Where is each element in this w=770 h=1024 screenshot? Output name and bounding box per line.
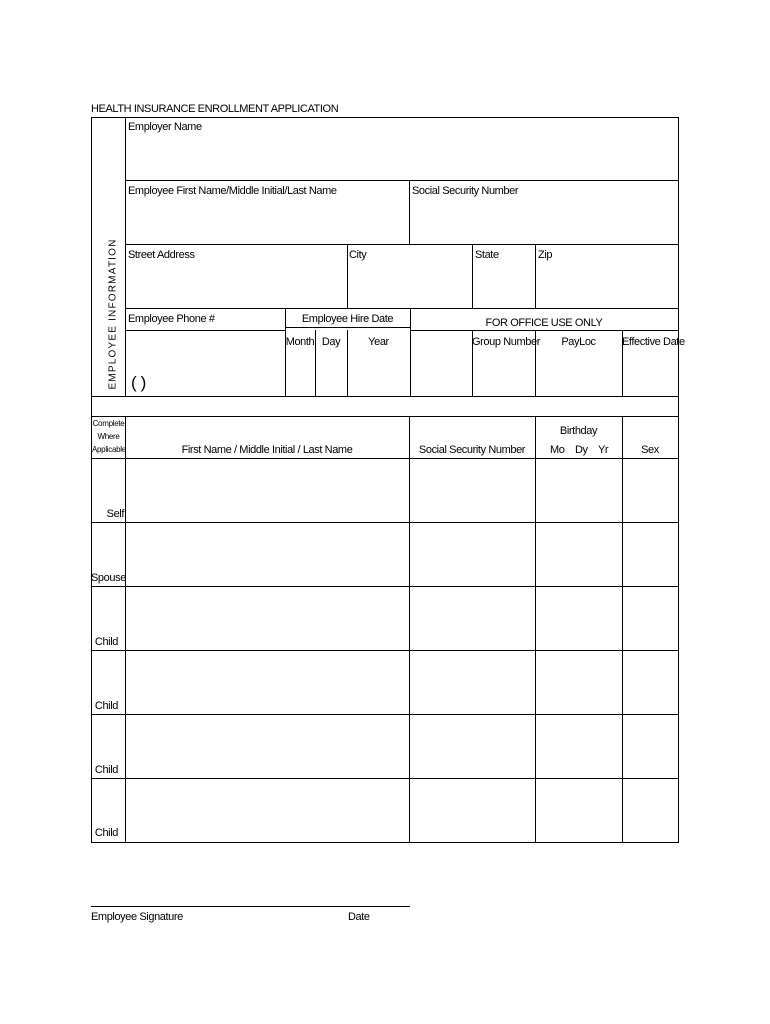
employee-ssn-field[interactable] — [410, 181, 678, 244]
office-header-line — [410, 330, 678, 331]
complete-label: Complete — [92, 419, 125, 428]
hire-header-line — [285, 327, 410, 328]
row-line-gap — [91, 416, 679, 417]
section-left-border — [91, 117, 92, 416]
birthday-yr-label: Yr — [598, 444, 609, 456]
child-2-name-field[interactable] — [126, 651, 409, 714]
birthday-header: Birthday — [559, 425, 598, 437]
self-name-field[interactable] — [126, 459, 409, 522]
signature-line — [91, 906, 410, 907]
date-label: Date — [348, 911, 370, 923]
row-line-section-bottom — [91, 396, 679, 397]
hire-date-label: Employee Hire Date — [301, 313, 394, 325]
birthday-mo-label: Mo — [550, 444, 565, 456]
employer-name-field[interactable] — [126, 118, 678, 180]
zip-field[interactable] — [536, 245, 678, 308]
phone-area-code-parens: ( ) — [131, 373, 146, 392]
applicable-label: Applicable — [92, 445, 126, 454]
section-right-border — [678, 117, 679, 416]
street-label: Street Address — [128, 249, 195, 261]
row-line-address — [125, 308, 679, 309]
city-field[interactable] — [348, 245, 472, 308]
self-birthday-field[interactable] — [536, 459, 622, 522]
row-label-child-3: Child — [94, 764, 118, 776]
row-label-child-1: Child — [94, 636, 118, 648]
employee-name-label: Employee First Name/Middle Initial/Last Name — [128, 185, 337, 197]
employer-name-label: Employer Name — [128, 121, 202, 133]
spouse-name-field[interactable] — [126, 523, 409, 586]
self-ssn-field[interactable] — [410, 459, 535, 522]
sex-header: Sex — [641, 444, 659, 456]
office-use-label: FOR OFFICE USE ONLY — [485, 317, 603, 329]
hire-month-field[interactable] — [286, 349, 315, 396]
self-sex-field[interactable] — [623, 459, 678, 522]
hire-day-field[interactable] — [316, 349, 347, 396]
city-label: City — [349, 249, 367, 261]
day-label: Day — [321, 336, 341, 348]
group-number-label: Group Number — [472, 336, 540, 348]
birthday-dy-label: Dy — [575, 444, 588, 456]
dep-line-bottom — [91, 842, 679, 843]
month-label: Month — [285, 336, 315, 348]
row-label-spouse: Spouse — [91, 572, 126, 584]
row-label-child-2: Child — [94, 700, 118, 712]
form-title: HEALTH INSURANCE ENROLLMENT APPLICATION — [91, 103, 339, 115]
street-field[interactable] — [126, 245, 347, 308]
dep-ssn-header: Social Security Number — [418, 444, 526, 456]
year-label: Year — [368, 336, 389, 348]
dep-name-header: First Name / Middle Initial / Last Name — [181, 444, 353, 456]
employee-name-field[interactable] — [126, 181, 409, 244]
phone-field[interactable] — [126, 331, 285, 396]
signature-field[interactable] — [91, 880, 410, 906]
effective-date-label: Effective Date — [622, 336, 685, 348]
employee-signature-label: Employee Signature — [91, 911, 183, 923]
where-label: Where — [97, 432, 120, 441]
hire-year-field[interactable] — [348, 349, 410, 396]
ssn-label: Social Security Number — [412, 185, 519, 197]
child-4-name-field[interactable] — [126, 779, 409, 842]
child-1-name-field[interactable] — [126, 587, 409, 650]
child-3-name-field[interactable] — [126, 715, 409, 778]
phone-label: Employee Phone # — [128, 313, 215, 325]
state-field[interactable] — [473, 245, 535, 308]
row-label-self: Self — [106, 508, 124, 520]
payloc-label: PayLoc — [561, 336, 596, 348]
state-label: State — [475, 249, 499, 261]
zip-label: Zip — [538, 249, 553, 261]
row-label-child-4: Child — [94, 827, 118, 839]
